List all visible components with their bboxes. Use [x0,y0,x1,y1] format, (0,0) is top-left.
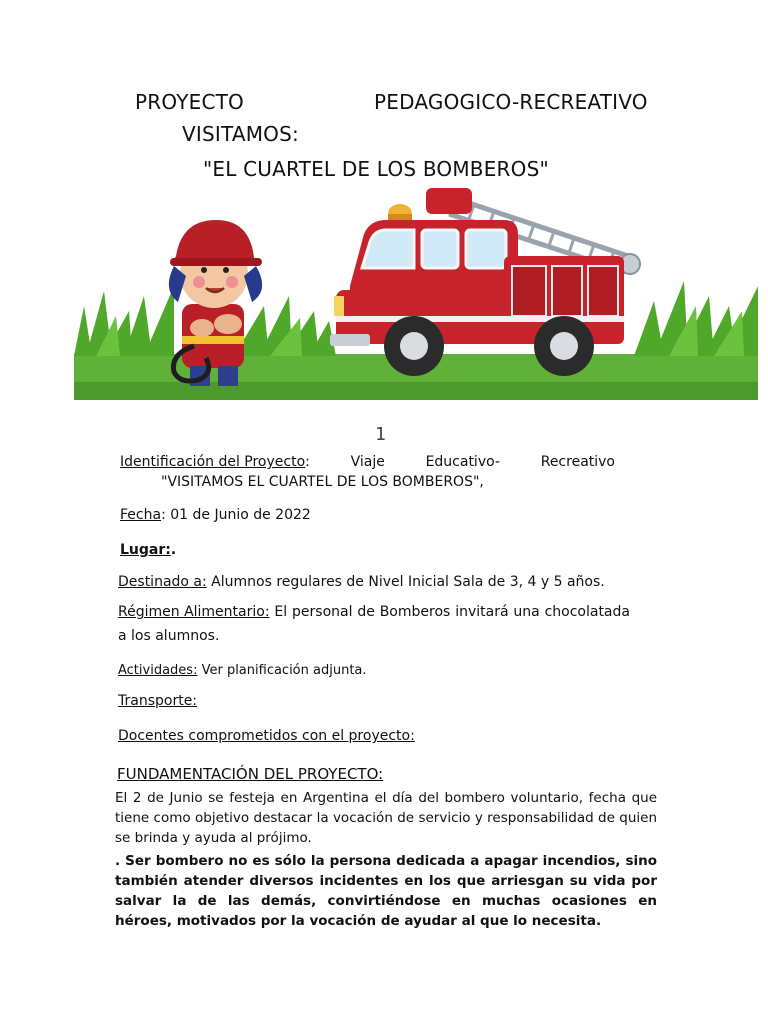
regimen-label: Régimen Alimentario: [118,604,270,620]
ident-value-line2: "VISITAMOS EL CUARTEL DE LOS BOMBEROS", [161,474,484,490]
regimen-word: chocolatada [544,604,630,620]
field-transporte [118,691,197,711]
destinado-value: Alumnos regulares de Nivel Inicial Sala de 3, 4 y 5 años. [206,574,605,590]
title-proyecto: PROYECTO [135,90,244,114]
fundamentacion-heading: FUNDAMENTACIÓN DEL PROYECTO: [117,765,384,783]
field-fecha: Fecha: 01 de Junio de 2022 [120,507,311,523]
fundamentacion-paragraph-2: . Ser bombero no es sólo la persona dedicada a apagar incendios, sino también atender diversos incidentes en los que arriesgan su vida por salvar la de las demás, convirtiéndose en muchas ocasiones en héroes, motivados por la vocación de ayudar al que lo necesita. [115,853,657,929]
ident-word: Recreativo [540,454,615,470]
regimen-word: Bomberos [379,604,451,620]
actividades-value: Ver planificación adjunta. [197,663,367,678]
transporte-label: Transporte: [118,693,198,709]
subtitle-visitamos: VISITAMOS: [182,122,299,146]
regimen-line2: a los alumnos. [118,628,220,644]
lugar-label: Lugar: [120,542,171,558]
regimen-word: invitará [455,604,509,620]
destinado-label: Destinado a: [118,574,207,590]
actividades-label: Actividades: [118,663,198,678]
field-actividades [118,661,367,681]
field-destinado [118,572,605,592]
ident-word: Educativo- [425,454,500,470]
ident-word: Viaje [350,454,385,470]
field-docentes [118,726,415,746]
field-lugar [120,540,176,560]
title-cuartel: "EL CUARTEL DE LOS BOMBEROS" [203,157,549,181]
docentes-label: Docentes comprometidos con el proyecto: [118,728,415,744]
regimen-word: personal [292,604,353,620]
title-pedagogico: PEDAGOGICO-RECREATIVO [374,90,648,114]
field-identificacion: Identificación del Proyecto: Viaje Educativo- Recreativo [120,454,615,470]
regimen-word: El [274,604,288,620]
fundamentacion-paragraph-1: El 2 de Junio se festeja en Argentina el día del bombero voluntario, fecha que tiene como objetivo destacar la vocación de servicio y responsabilidad de quien se brinda y ayuda al prójimo. [115,790,657,846]
regimen-word: una [513,604,540,620]
fecha-label: Fecha [120,507,162,523]
fecha-value: 01 de Junio de 2022 [170,507,311,523]
page-number: 1 [375,424,386,445]
fire-truck-icon [330,188,640,376]
lugar-value: . [170,542,177,558]
field-regimen [118,602,630,622]
firefighter-and-fire-truck-icon [74,186,758,400]
ident-label: Identificación del Proyecto [120,454,306,470]
regimen-word: de [357,604,375,620]
